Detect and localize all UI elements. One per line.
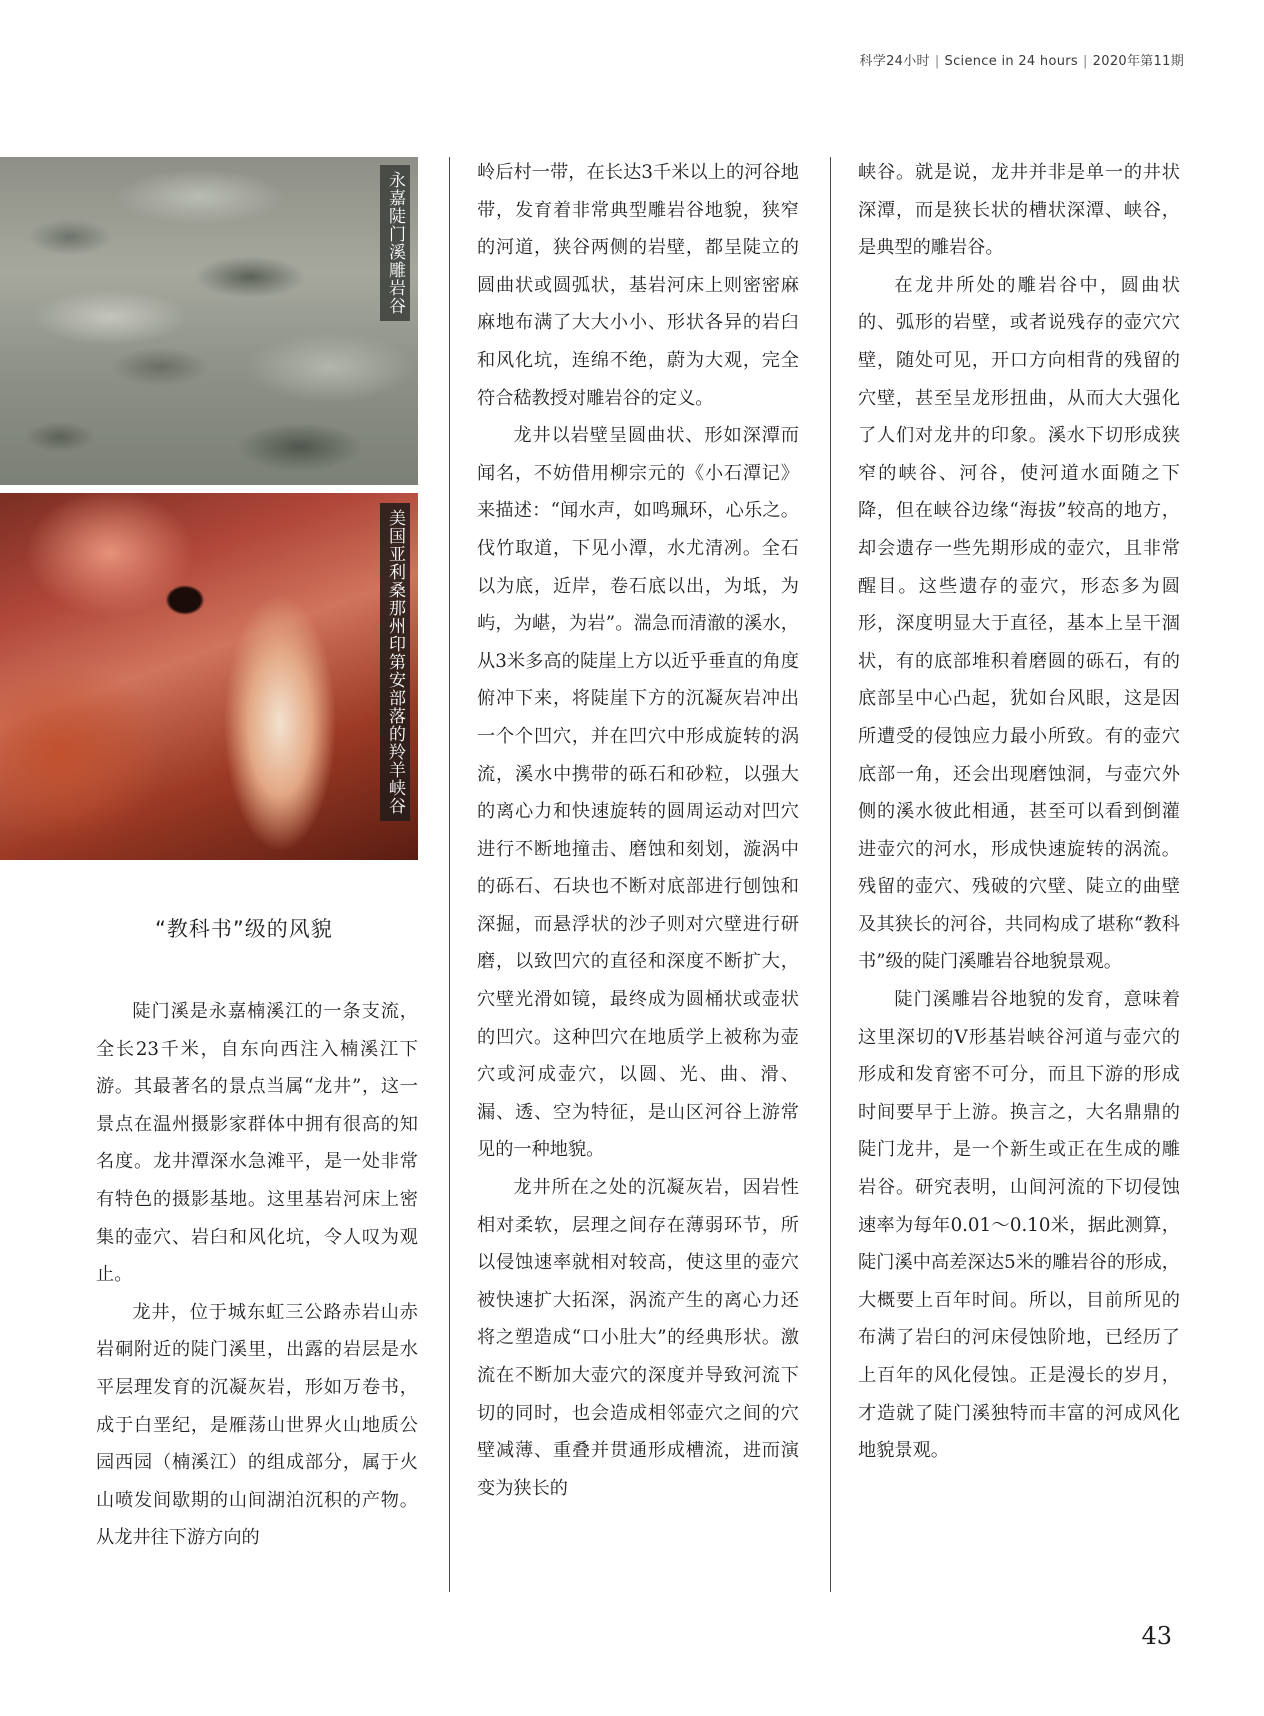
header-separator: | <box>1082 54 1088 69</box>
paragraph: 在龙井所处的雕岩谷中，圆曲状的、弧形的岩壁，或者说残存的壶穴穴壁，随处可见，开口方向相背的残留的穴壁，甚至呈龙形扭曲，从而大大强化了人们对龙井的印象。溪水下切形成狭窄的峡谷、河谷，使河道水面随之下降，但在峡谷边缘“海拔”较高的地方，却会遗存一些先期形成的壶穴，且非常醒目。这些遗存的壶穴，形态多为圆形，深度明显大于直径，基本上呈干涸状，有的底部堆积着磨圆的砾石，有的底部呈中心凸起，犹如台风眼，这是因所遭受的侵蚀应力最小所致。有的壶穴底部一角，还会出现磨蚀洞，与壶穴外侧的溪水彼此相通，甚至可以看到倒灌进壶穴的河水，形成快速旋转的涡流。残留的壶穴、残破的穴壁、陡立的曲壁及其狭长的河谷，共同构成了堪称“教科书”级的陡门溪雕岩谷地貌景观。 <box>858 274 1180 973</box>
text-column-3 <box>858 154 1180 1470</box>
page-number: 43 <box>1141 1622 1172 1650</box>
section-title: “教科书”级的风貌 <box>155 917 333 941</box>
text-column-1 <box>96 993 418 1557</box>
paragraph: 龙井以岩壁呈圆曲状、形如深潭而闻名，不妨借用柳宗元的《小石潭记》来描述：“闻水声，如鸣珮环，心乐之。伐竹取道，下见小潭，水尤清冽。全石以为底，近岸，卷石底以出，为坻，为屿，为嵁，为岩”。湍急而清澈的溪水，从3米多高的陡崖上方以近乎垂直的角度俯冲下来，将陡崖下方的沉凝灰岩冲出一个个凹穴，并在凹穴中形成旋转的涡流，溪水中携带的砾石和砂粒，以强大的离心力和快速旋转的圆周运动对凹穴进行不断地撞击、磨蚀和刻划，漩涡中的砾石、石块也不断对底部进行刨蚀和深掘，而悬浮状的沙子则对穴壁进行研磨，以致凹穴的直径和深度不断扩大，穴壁光滑如镜，最终成为圆桶状或壶状的凹穴。这种凹穴在地质学上被称为壶穴或河成壶穴，以圆、光、曲、滑、漏、透、空为特征，是山区河谷上游常见的一种地貌。 <box>477 425 799 1161</box>
paragraph: 峡谷。就是说，龙井并非是单一的井状深潭，而是狭长状的槽状深潭、峡谷，是典型的雕岩谷。 <box>858 162 1180 259</box>
text-column-2 <box>477 154 799 1507</box>
paragraph: 陡门溪是永嘉楠溪江的一条支流，全长23千米，自东向西注入楠溪江下游。其最著名的景点当属“龙井”，这一景点在温州摄影家群体中拥有很高的知名度。龙井潭深水急滩平，是一处非常有特色的摄影基地。这里基岩河床上密集的壶穴、岩臼和风化坑，令人叹为观止。 <box>96 1001 418 1286</box>
paragraph: 陡门溪雕岩谷地貌的发育，意味着这里深切的V形基岩峡谷河道与壶穴的形成和发育密不可分，而且下游的形成时间要早于上游。换言之，大名鼎鼎的陡门龙井，是一个新生或正在生成的雕岩谷。研究表明，山间河流的下切侵蚀速率为每年0.01～0.10米，据此测算，陡门溪中高差深达5米的雕岩谷的形成，大概要上百年时间。所以，目前所见的布满了岩臼的河床侵蚀阶地，已经历了上百年的风化侵蚀。正是漫长的岁月，才造就了陡门溪独特而丰富的河成风化地貌景观。 <box>858 989 1180 1462</box>
magazine-name-en: Science in 24 hours <box>944 54 1078 69</box>
paragraph: 龙井，位于城东虹三公路赤岩山赤岩硐附近的陡门溪里，出露的岩层是水平层理发育的沉凝灰岩，形如万卷书，成于白垩纪，是雁荡山世界火山地质公园西园（楠溪江）的组成部分，属于火山喷发间歇期的山间湖泊沉积的产物。从龙井往下游方向的 <box>96 1301 418 1549</box>
photo-caption: 永嘉陡门溪雕岩谷 <box>380 165 410 321</box>
paragraph: 岭后村一带，在长达3千米以上的河谷地带，发育着非常典型雕岩谷地貌，狭窄的河道，狭谷两侧的岩壁，都呈陡立的圆曲状或圆弧状，基岩河床上则密密麻麻地布满了大大小小、形状各异的岩臼和风化坑，连绵不绝，蔚为大观，完全符合嵇教授对雕岩谷的定义。 <box>477 162 799 409</box>
running-header <box>860 50 1184 69</box>
photo-caption: 美国亚利桑那州印第安部落的羚羊峡谷 <box>380 503 410 821</box>
paragraph: 龙井所在之处的沉凝灰岩，因岩性相对柔软，层理之间存在薄弱环节，所以侵蚀速率就相对较高，使这里的壶穴被快速扩大拓深，涡流产生的离心力还将之塑造成“口小肚大”的经典形状。激流在不断加大壶穴的深度并导致河流下切的同时，也会造成相邻壶穴之间的穴壁减薄、重叠并贯通形成槽流，进而演变为狭长的 <box>477 1177 799 1499</box>
magazine-name-cn: 科学24小时 <box>859 54 930 69</box>
column-divider <box>449 157 450 1592</box>
issue-label: 2020年第11期 <box>1092 54 1184 69</box>
photo-antelope-canyon <box>0 493 418 860</box>
column-divider <box>830 157 831 1592</box>
header-separator: | <box>934 54 940 69</box>
photo-yongjia-canyon <box>0 157 418 485</box>
